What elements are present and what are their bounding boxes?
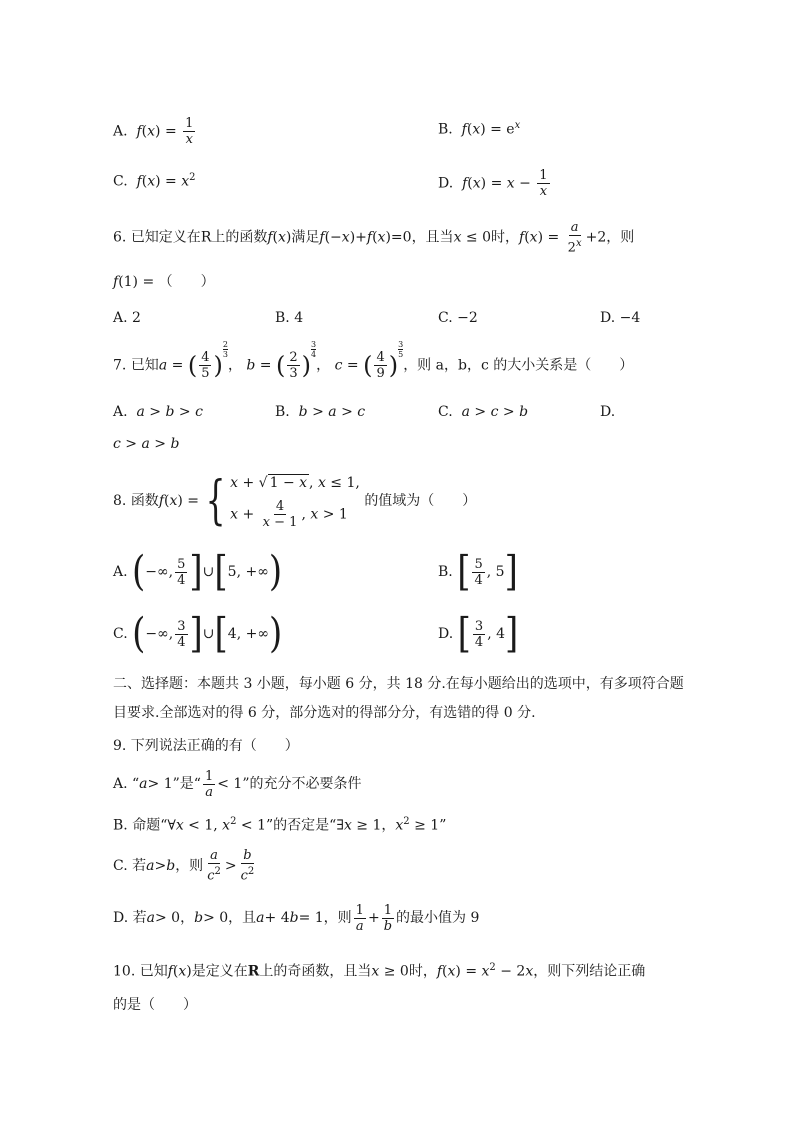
q7-option-d-value: c > a > b [113, 436, 180, 452]
q8-option-b[interactable]: B. [ $\frac{5}{4}$ , 5 ] [438, 548, 518, 596]
q7-stem: 7. 已知a = ( $\frac{4}{5}$ ) $\frac{2}{3}$ ， b = ( $\frac{2}{3}$ ) $\frac{3}{4}$ ， c = ( $\frac{4}{9}$ ) $\frac{3}{5}$ ，则 a，b，c 的大小关系是（ ） [113, 340, 634, 381]
q10-stem-line2: 的是（ ） [113, 997, 197, 1013]
section-heading: 二、选择题：本题共 3 小题，每小题 6 分，共 18 分.在每小题给出的选项中，有多项符合题 [113, 676, 684, 692]
q8-stem: 8. 函数 f ( x ) = { x + √ 1 − x , x ≤ 1, x + $\frac{4}{x - 1}$ , x > 1 的值域为（ ） [113, 471, 477, 531]
q8-option-d[interactable]: D. [ $\frac{3}{4}$ , 4 ] [438, 610, 519, 658]
q9-option-c[interactable]: C. 若 a > b ，则 $\frac{a}{c^2}$ > $\frac{b}{c^2}$ [113, 848, 255, 884]
q9-stem: 9. 下列说法正确的有（ ） [113, 738, 299, 754]
q9-option-d[interactable]: D. 若 a > 0， b > 0 ，且 a + 4 b = 1 ，则 $\frac{1}{a}$ + $\frac{1}{b}$ 的最小值为 9 [113, 902, 480, 934]
q10-stem: 10. 已知f(x)是定义在R上的奇函数，且当x ≥ 0时，$f(x) = x^2 - 2x$，则下列结论正确 [113, 962, 646, 980]
q6-stem: 6. 已知定义在R上的函数f(x)满足f(−x)+f(x)=0，且当x ≤ 0时，f(x) = $\frac{a}{2^x}$ +2，则 [113, 220, 635, 256]
q7-option-d[interactable]: D. [600, 404, 616, 420]
q7-option-c[interactable]: C. a > c > b [438, 404, 529, 420]
q6-option-c[interactable]: C. −2 [438, 310, 478, 326]
q9-option-a[interactable]: A. “ a > 1 ”是“ $\frac{1}{a}$ < 1 ”的充分不必要条件 [113, 768, 362, 800]
q6-option-b[interactable]: B. 4 [275, 310, 304, 326]
math: f [136, 123, 142, 140]
q5-option-a[interactable]: A. f(x) = $\frac{1}{x}$ [113, 116, 194, 147]
section-instructions: 目要求.全部选对的得 6 分，部分选对的得部分分，有选错的得 0 分. [113, 705, 536, 721]
q5-option-d[interactable]: D. f(x) = x − $\frac{1}{x}$ [438, 168, 548, 199]
q6-stem-line2: f(1) = （ ） [113, 274, 215, 290]
fraction: $\frac{1}{x}$ [185, 116, 194, 147]
q7-option-b[interactable]: B. b > a > c [275, 404, 366, 420]
q5-option-b[interactable]: B. $f(x) = e^x$ [438, 120, 521, 138]
q7-option-a[interactable]: A. a > b > c [113, 404, 203, 420]
q5-option-c[interactable]: C. $f(x) = x^2$ [113, 172, 196, 190]
q6-option-a[interactable]: A. 2 [113, 310, 141, 326]
q8-option-c[interactable]: C. ( −∞, $\frac{3}{4}$ ] ∪ [ 4, +∞ ) [113, 610, 283, 658]
q6-option-d[interactable]: D. −4 [600, 310, 641, 326]
q8-option-a[interactable]: A. ( −∞, $\frac{5}{4}$ ] ∪ [ 5, +∞ ) [113, 548, 283, 596]
piecewise-function: { x + √ 1 − x , x ≤ 1, x + $\frac{4}{x - 1}$ , x > 1 [205, 471, 360, 531]
q9-option-b[interactable]: B. 命题“∀x < 1, $x^2 < 1$”的否定是“∃x ≥ 1，$x^2 \ge 1$” [113, 816, 447, 834]
